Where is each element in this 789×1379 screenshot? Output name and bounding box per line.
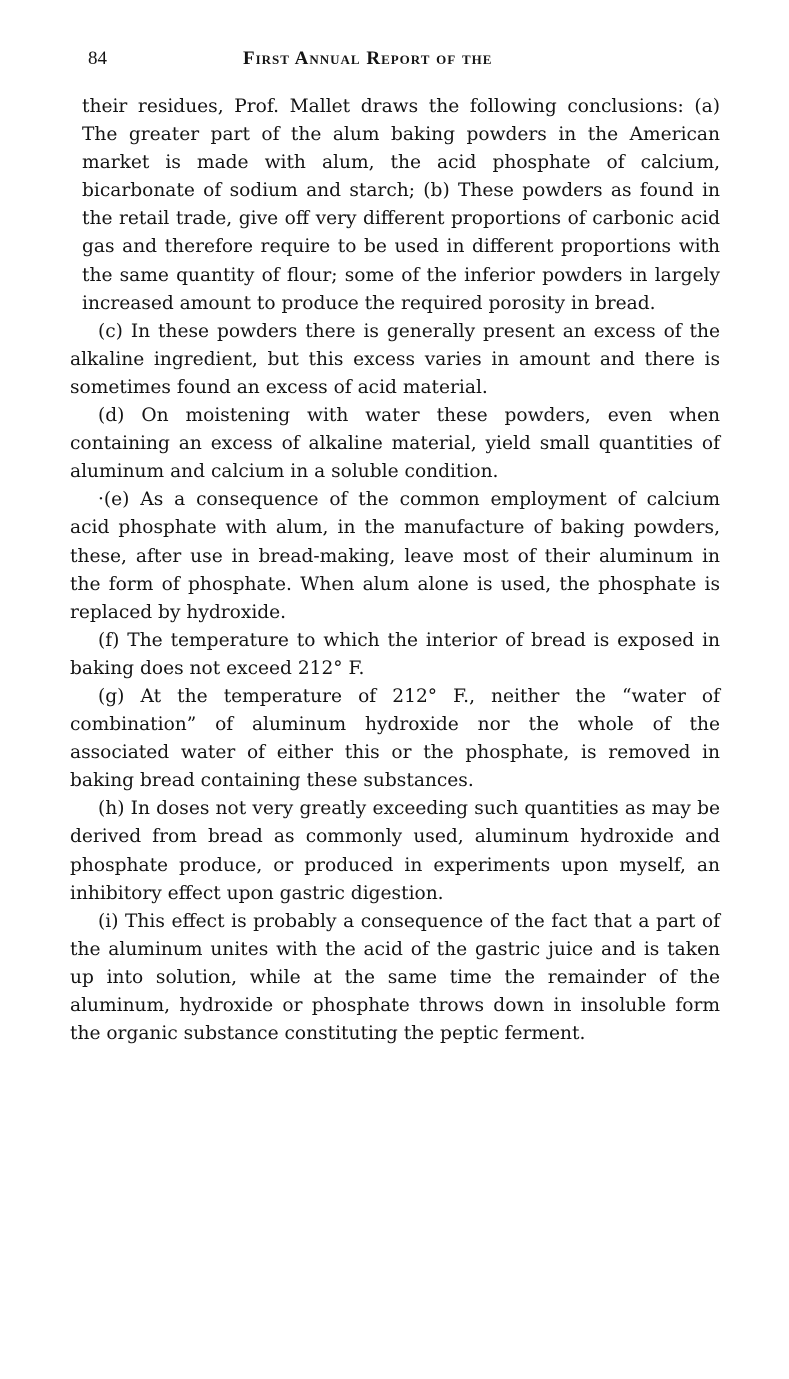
paragraph-conclusion-e: ·(e) As a consequence of the common employment of calcium acid phosphate with alum, in the manufacture of baking powders, these, after use in bread-making, leave most of their aluminum in the form of phosphate. When alum alone is used, the phosphate is replaced by hydroxide. xyxy=(70,489,720,623)
paragraph-conclusion-i: (i) This effect is probably a consequence of the fact that a part of the aluminum unites with the acid of the gastric juice and is taken up into solution, while at the same time the remainder of the aluminum, hydroxide or phosphate throws down in insoluble form the organic substance constituting the peptic ferment. xyxy=(70,910,720,1045)
running-head: First Annual Report of the xyxy=(243,48,493,69)
page-header xyxy=(88,48,728,74)
paragraph-continuation: their residues, Prof. Mallet draws the following conclusions: (a) The greater part of the alum baking powders in the American market is made with alum, the acid phosphate of calcium, bicarbonate of sodium and starch; (b) These powders as found in the retail trade, give off very different proportions of carbonic acid gas and therefore require to be used in different proportions with the same quantity of flour; some of the inferior powders in largely increased amount to produce the required porosity in bread. xyxy=(82,96,720,314)
page-number: 84 xyxy=(88,48,107,69)
paragraph-conclusion-h: (h) In doses not very greatly exceeding such quantities as may be derived from bread as commonly used, aluminum hydroxide and phosphate produce, or produced in experiments upon myself, an inhibitory effect upon gastric digestion. xyxy=(70,798,720,904)
paragraph-conclusion-d: (d) On moistening with water these powders, even when containing an excess of alkaline material, yield small quantities of aluminum and calcium in a soluble condition. xyxy=(70,405,720,483)
body-text xyxy=(70,93,720,1048)
paragraph-conclusion-g: (g) At the temperature of 212° F., neither the “water of combination” of aluminum hydroxide nor the whole of the associated water of either this or the phosphate, is removed in baking bread containing these substances. xyxy=(70,685,720,792)
paragraph-conclusion-c: (c) In these powders there is generally present an excess of the alkaline ingredient, but this excess varies in amount and there is sometimes found an excess of acid material. xyxy=(70,320,720,398)
paragraph-conclusion-f: (f) The temperature to which the interior of bread is exposed in baking does not exceed 212° F. xyxy=(70,629,720,679)
